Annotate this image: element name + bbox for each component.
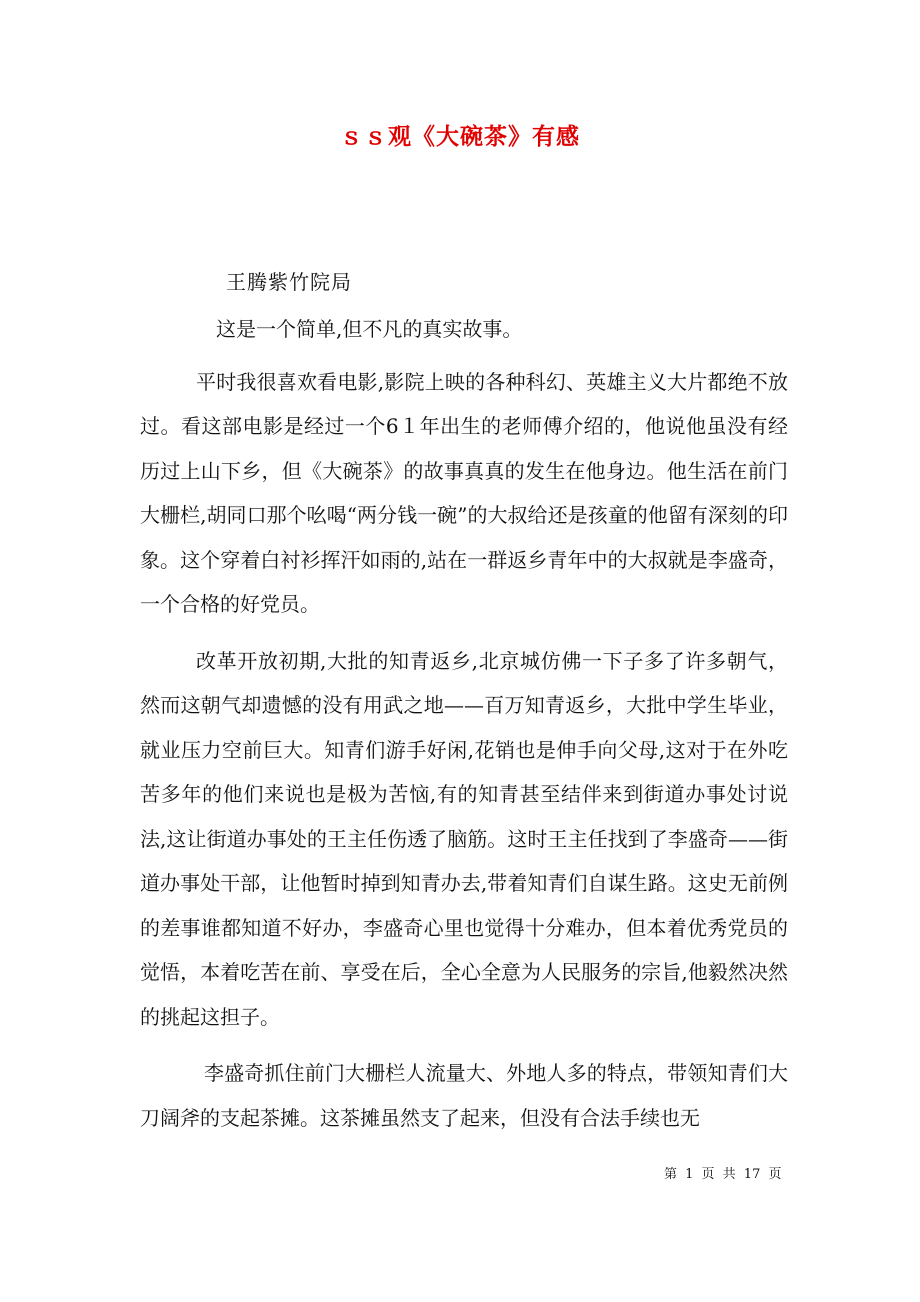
document-title — [0, 118, 920, 151]
author-line: 王腾紫竹院局 — [226, 270, 352, 294]
document-body — [140, 307, 788, 1140]
paragraph: 这是一个简单,但不凡的真实故事。 — [216, 317, 523, 341]
page-footer: 第 1 页 共 17 页 — [664, 1167, 782, 1182]
paragraph: 李盛奇抓住前门大栅栏人流量大、外地人多的特点，带领知青们大刀阔斧的支起茶摊。这茶摊虽然支了起来，但没有合法手续也无 — [140, 1061, 788, 1130]
paragraph: 平时我很喜欢看电影,影院上映的各种科幻、英雄主义大片都绝不放过。看这部电影是经过一个6１年出生的老师傅介绍的，他说他虽没有经历过上山下乡，但《大碗茶》的故事真真的发生在他身边。他生活在前门大栅栏,胡同口那个吆喝“两分钱一碗”的大叔给还是孩童的他留有深刻的印象。这个穿着白衬衫挥汗如雨的,站在一群返乡青年中的大叔就是李盛奇，一个合格的好党员。 — [140, 369, 788, 616]
title-text: 观《大碗茶》有感 — [388, 123, 580, 150]
paragraph: 改革开放初期,大批的知青返乡,北京城仿佛一下子多了许多朝气，然而这朝气却遗憾的没有用武之地——百万知青返乡，大批中学生毕业，就业压力空前巨大。知青们游手好闲,花销也是伸手向父母,这对于在外吃苦多年的他们来说也是极为苦恼,有的知青甚至结伴来到街道办事处讨说法,这让街道办事处的王主任伤透了脑筋。这时王主任找到了李盛奇——街道办事处干部，让他暂时掉到知青办去,带着知青们自谋生路。这史无前例的差事谁都知道不好办，李盛奇心里也觉得十分难办，但本着优秀党员的觉悟，本着吃苦在前、享受在后，全心全意为人民服务的宗旨,他毅然决然的挑起这担子。 — [140, 648, 788, 1029]
title-prefix: ｓｓ — [340, 123, 388, 150]
